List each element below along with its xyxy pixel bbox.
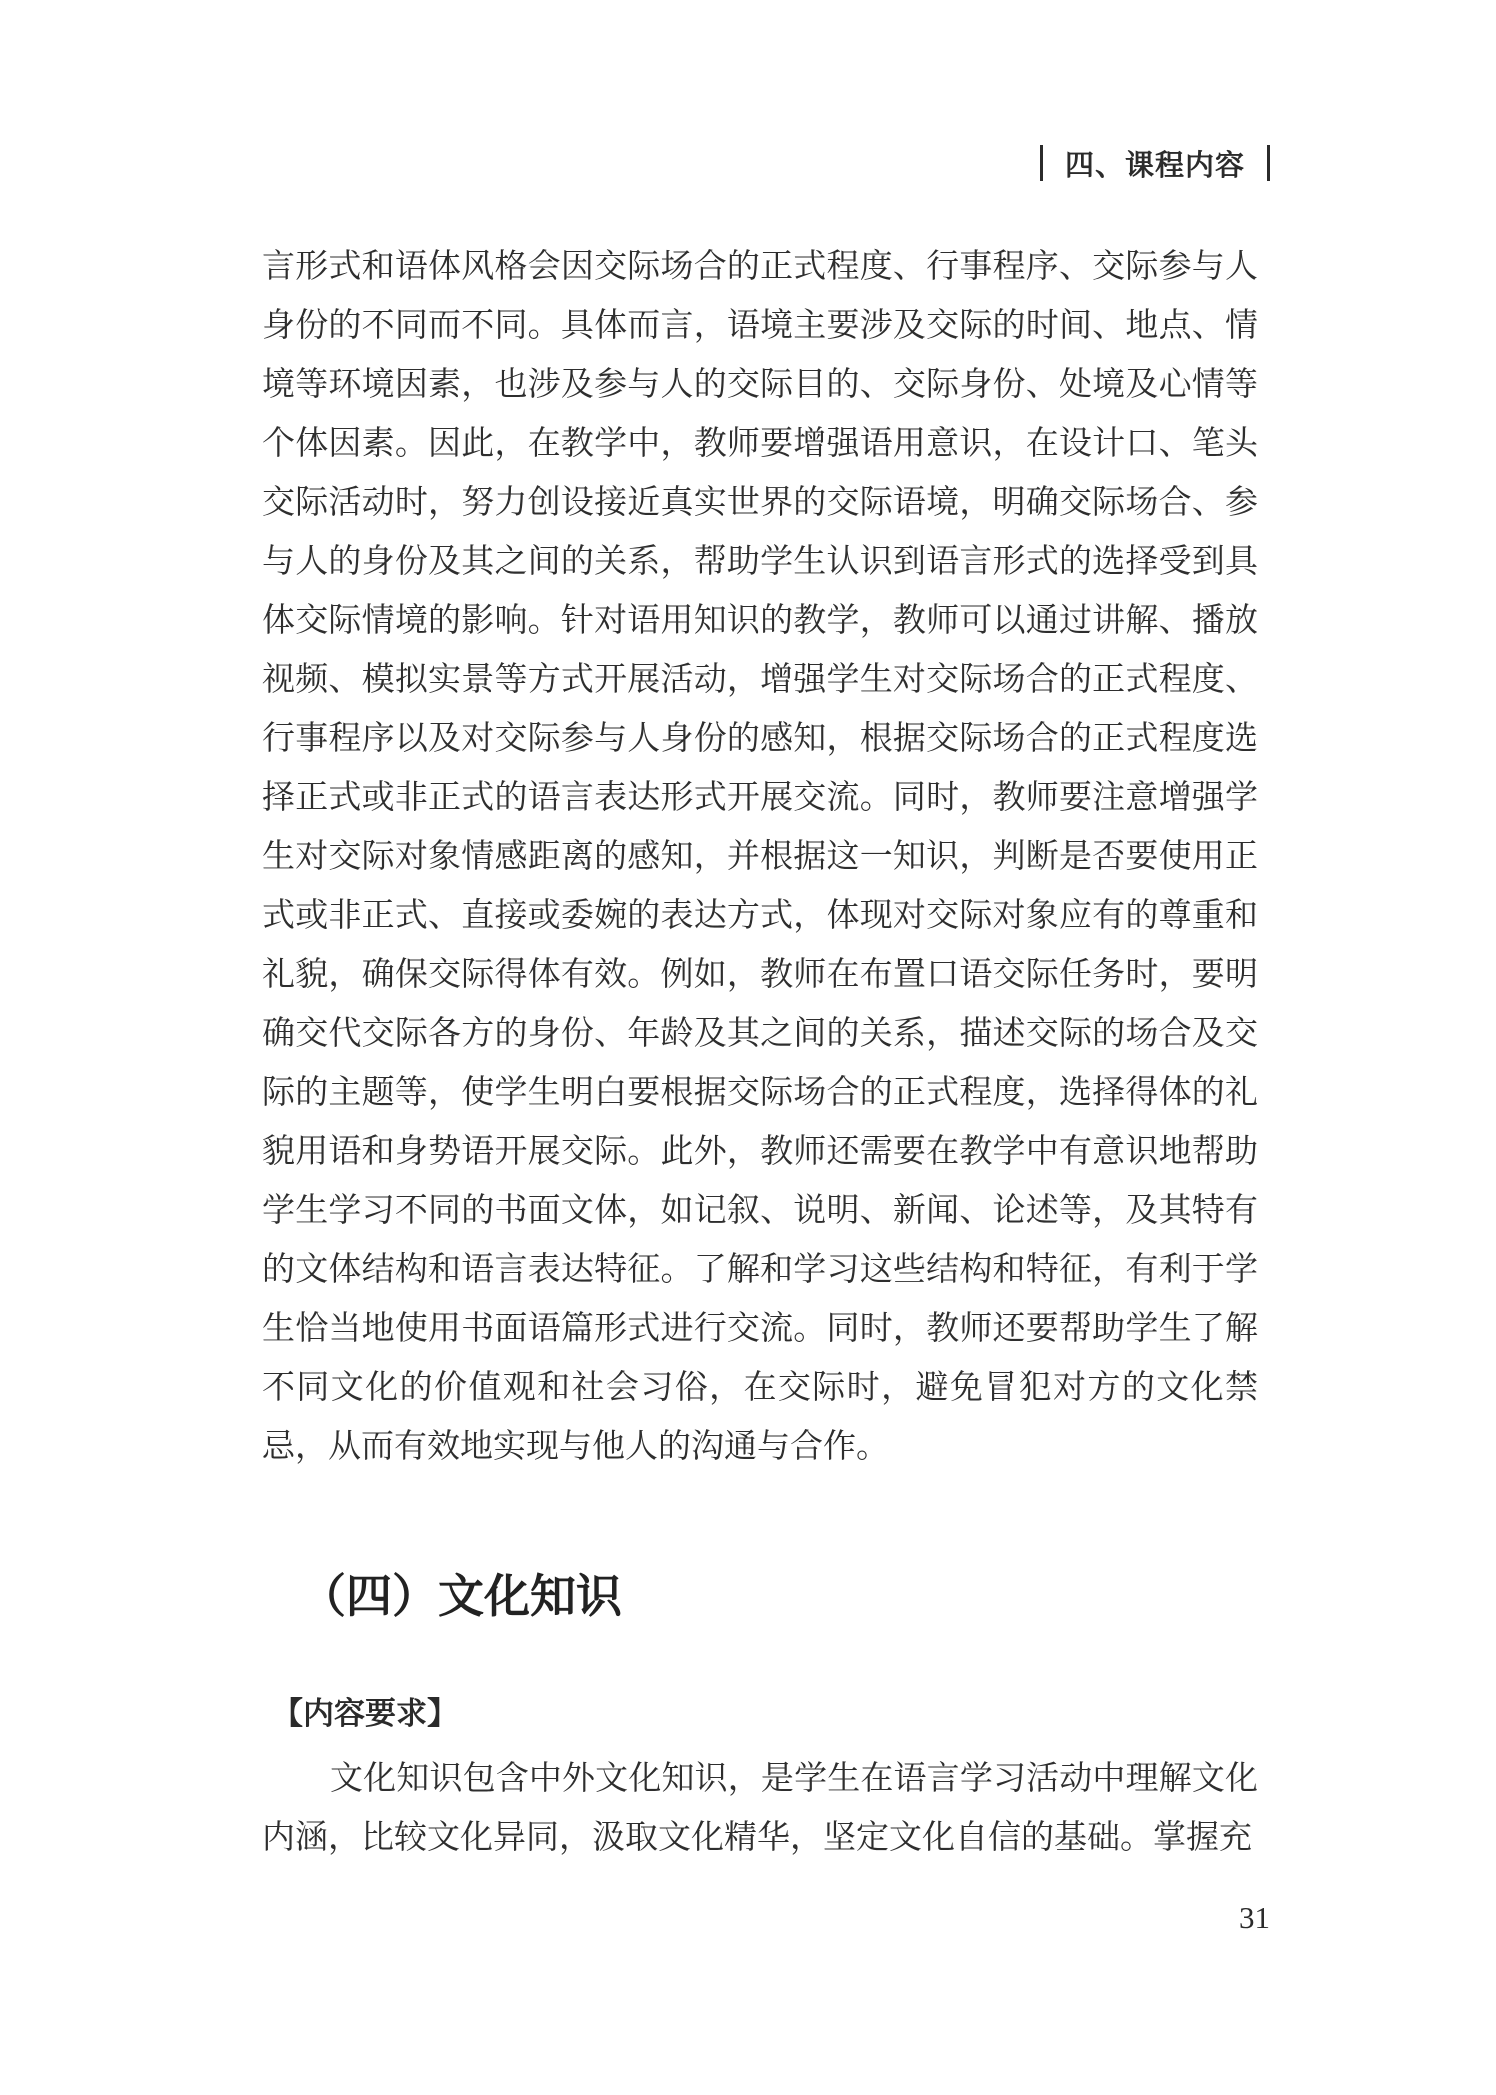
page-number: 31 [1239,1900,1270,1935]
paragraph-pragmatic-knowledge: 言形式和语体风格会因交际场合的正式程度、行事程序、交际参与人身份的不同而不同。具体而言，语境主要涉及交际的时间、地点、情境等环境因素，也涉及参与人的交际目的、交际身份、处境及心情等个体因素。因此，在教学中，教师要增强语用意识，在设计口、笔头交际活动时，努力创设接近真实世界的交际语境，明确交际场合、参与人的身份及其之间的关系，帮助学生认识到语言形式的选择受到具体交际情境的影响。针对语用知识的教学，教师可以通过讲解、播放视频、模拟实景等方式开展活动，增强学生对交际场合的正式程度、行事程序以及对交际参与人身份的感知，根据交际场合的正式程度选择正式或非正式的语言表达形式开展交流。同时，教师要注意增强学生对交际对象情感距离的感知，并根据这一知识，判断是否要使用正式或非正式、直接或委婉的表达方式，体现对交际对象应有的尊重和礼貌，确保交际得体有效。例如，教师在布置口语交际任务时，要明确交代交际各方的身份、年龄及其之间的关系，描述交际的场合及交际的主题等，使学生明白要根据交际场合的正式程度，选择得体的礼貌用语和身势语开展交际。此外，教师还需要在教学中有意识地帮助学生学习不同的书面文体，如记叙、说明、新闻、论述等，及其特有的文体结构和语言表达特征。了解和学习这些结构和特征，有利于学生恰当地使用书面语篇形式进行交流。同时，教师还要帮助学生了解不同文化的价值观和社会习俗，在交际时，避免冒犯对方的文化禁忌，从而有效地实现与他人的沟通与合作。 [262,246,1258,1465]
body-text-continued [262,236,1258,1475]
running-header [1040,140,1270,186]
paragraph-cultural-knowledge-intro: 文化知识包含中外文化知识，是学生在语言学习活动中理解文化内涵，比较文化异同，汲取文化精华，坚定文化自信的基础。掌握充 [262,1758,1258,1856]
running-header-title: 四、课程内容 [1064,147,1245,182]
body-text-cultural-knowledge [262,1748,1258,1866]
header-right-bar [1267,145,1270,181]
section-heading-cultural-knowledge: （四）文化知识 [300,1569,622,1623]
subheading-content-requirements: 【内容要求】 [272,1696,458,1732]
